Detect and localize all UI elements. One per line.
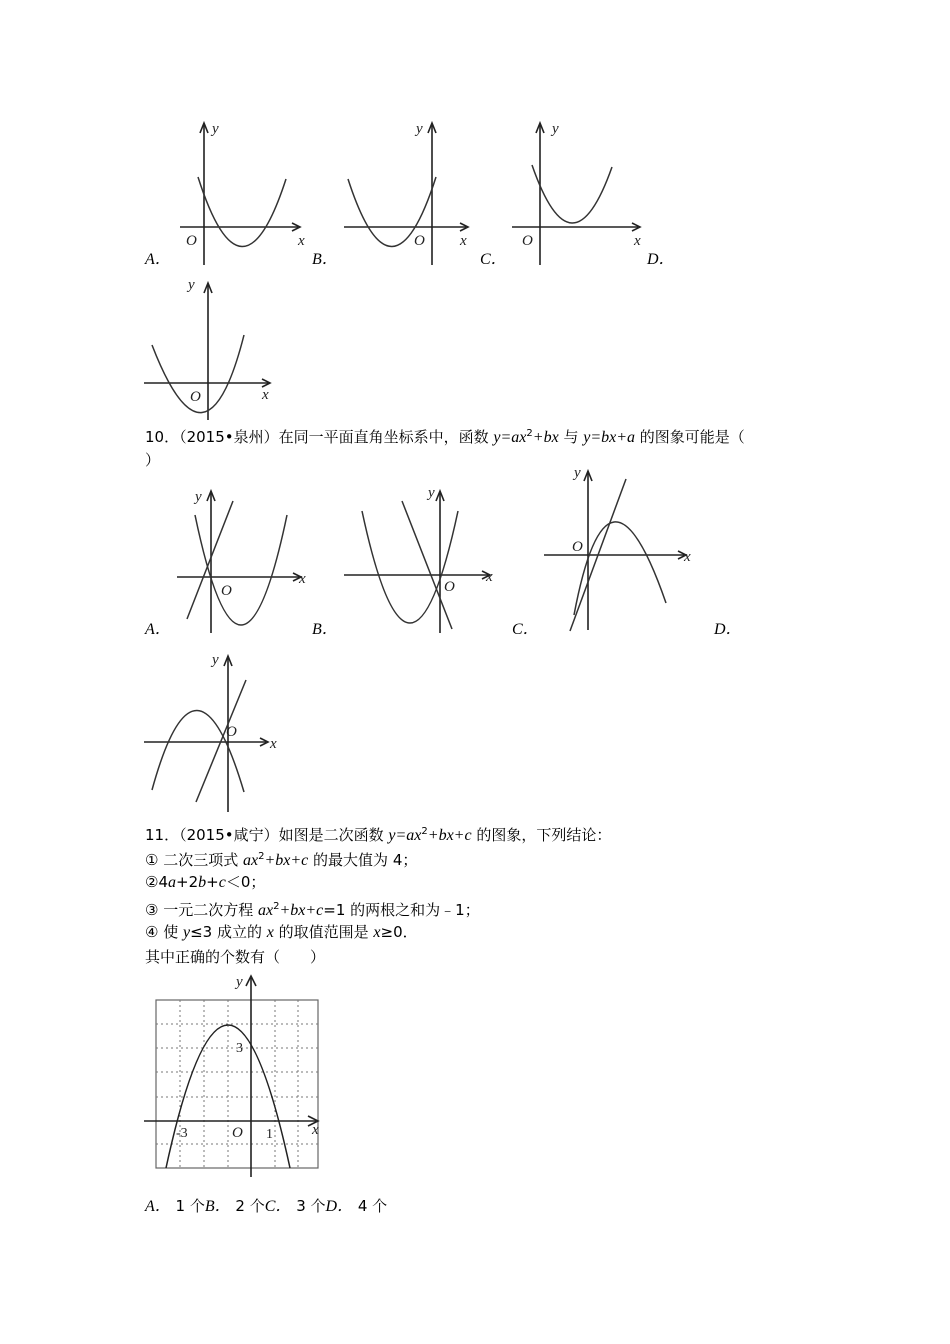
- q11-graph: [140, 972, 340, 1182]
- q11-intro-1: 如图是二次函数: [278, 826, 389, 844]
- origin-label: O: [221, 583, 232, 599]
- item-text-mid-2: +: [206, 873, 219, 891]
- x-axis-label: x: [634, 233, 641, 249]
- x-axis-label: x: [298, 233, 305, 249]
- origin-label: O: [186, 233, 197, 249]
- item-formula: ax: [258, 902, 274, 919]
- x-axis-label: x: [299, 571, 306, 587]
- x-tick-1: 1: [266, 1127, 273, 1142]
- x-axis-label: x: [312, 1122, 319, 1138]
- x-tick-neg3: -3: [176, 1126, 188, 1141]
- q10-func-1: y=ax: [493, 429, 527, 446]
- q11-stem: [145, 821, 611, 847]
- q11-item-1: [145, 846, 417, 872]
- item-sup: 2: [273, 901, 280, 912]
- y-tick-3: 3: [236, 1041, 243, 1056]
- q10-text-2: 与: [558, 428, 584, 446]
- q11-question: 其中正确的个数有（ ）: [145, 948, 326, 966]
- q11-func-sup: 2: [421, 826, 428, 837]
- q10-graph-a: [175, 485, 315, 635]
- q9-graph-a: [170, 115, 310, 265]
- origin-label: O: [522, 233, 533, 249]
- q10-stem: [145, 423, 745, 449]
- q9-option-c[interactable]: C．: [480, 251, 507, 268]
- q11-item-3: [145, 896, 480, 922]
- item-mark: ④: [145, 923, 159, 941]
- q11-answer-d[interactable]: D．: [325, 1198, 354, 1215]
- q10-func-2: y=bx+a: [583, 429, 636, 446]
- q9-option-a[interactable]: A．: [145, 251, 171, 268]
- y-axis-label: y: [428, 485, 435, 501]
- item-text: 使: [158, 923, 183, 941]
- y-axis-label: y: [574, 465, 581, 481]
- y-axis-label: y: [236, 974, 243, 990]
- q11-answer-b[interactable]: B．: [204, 1198, 231, 1215]
- origin-label: O: [232, 1125, 243, 1141]
- y-axis-label: y: [195, 489, 202, 505]
- item-mark: ②: [145, 873, 159, 891]
- q9-option-b[interactable]: B．: [312, 251, 338, 268]
- x-axis-label: x: [262, 387, 269, 403]
- q11-source: （2015•咸宁）: [179, 826, 279, 844]
- item-text-end: =1 的两根之和为﹣1；: [323, 901, 480, 919]
- item-text-end: ＜0；: [225, 873, 266, 891]
- q10-source: （2015•泉州）: [179, 428, 279, 446]
- item-formula: y: [183, 924, 191, 941]
- item-text-2: ≤3 成立的: [190, 923, 267, 941]
- q11-answer-c[interactable]: C．: [264, 1198, 292, 1215]
- q11-answers: [145, 1195, 387, 1218]
- q10-graph-c: [542, 465, 702, 635]
- q11-intro-2: 的图象，下列结论：: [471, 826, 612, 844]
- q11-answer-a[interactable]: A．: [145, 1198, 171, 1215]
- y-axis-label: y: [212, 652, 219, 668]
- item-text: 二次三项式: [158, 851, 243, 869]
- y-axis-label: y: [416, 121, 423, 137]
- item-formula-2: +bx+c: [264, 852, 309, 869]
- q9-graph-d: [140, 275, 280, 425]
- q9-graph-b: [340, 115, 480, 265]
- y-axis-label: y: [188, 277, 195, 293]
- item-text: 一元二次方程: [158, 901, 258, 919]
- item-formula: a: [168, 874, 176, 891]
- item-text: 4: [158, 873, 168, 891]
- q10-graph-b: [340, 485, 500, 635]
- q11-func: y=ax: [388, 827, 422, 844]
- q10-text-3: 的图象可能是（: [635, 428, 745, 446]
- q10-number: 10．: [145, 428, 180, 446]
- q9-graph-c: [508, 115, 648, 265]
- item-text-3: 的取值范围是: [273, 923, 374, 941]
- item-formula: ax: [243, 852, 259, 869]
- q10-text-1: 在同一平面直角坐标系中，函数: [278, 428, 494, 446]
- q9-option-d[interactable]: D．: [647, 251, 675, 268]
- x-axis-label: x: [486, 569, 493, 585]
- q11-answer-a-text: 1 个: [170, 1197, 205, 1215]
- q10-option-d[interactable]: D．: [714, 621, 742, 638]
- item-formula-2: +bx+c: [279, 902, 324, 919]
- q10-close-paren: ）: [145, 451, 161, 469]
- q11-item-4: [145, 921, 418, 944]
- x-axis-label: x: [270, 736, 277, 752]
- q11-func-2: +bx+c: [427, 827, 472, 844]
- item-formula-3: c: [218, 874, 226, 891]
- x-axis-label: x: [460, 233, 467, 249]
- q10-func-1b: +bx: [532, 429, 559, 446]
- q10-option-a[interactable]: A．: [145, 621, 171, 638]
- origin-label: O: [414, 233, 425, 249]
- origin-label: O: [226, 724, 237, 740]
- item-text-end: ≥0．: [380, 923, 418, 941]
- x-axis-label: x: [684, 549, 691, 565]
- q10-option-b[interactable]: B．: [312, 621, 338, 638]
- item-formula-2: b: [198, 874, 207, 891]
- origin-label: O: [572, 539, 583, 555]
- origin-label: O: [444, 579, 455, 595]
- y-axis-label: y: [552, 121, 559, 137]
- q11-answer-d-text: 4 个: [353, 1197, 388, 1215]
- item-mark: ①: [145, 851, 159, 869]
- origin-label: O: [190, 389, 201, 405]
- item-formula-2: x: [266, 924, 274, 941]
- item-formula-3: x: [373, 924, 381, 941]
- q10-func-1-sup: 2: [526, 428, 533, 439]
- item-text-mid: +2: [176, 873, 199, 891]
- q11-item-2: [145, 871, 265, 894]
- q10-option-c[interactable]: C．: [512, 621, 539, 638]
- item-mark: ③: [145, 901, 159, 919]
- y-axis-label: y: [212, 121, 219, 137]
- grid-lines: [156, 1000, 318, 1168]
- item-text-end: 的最大值为 4；: [308, 851, 418, 869]
- q11-number: 11．: [145, 826, 180, 844]
- q11-answer-c-text: 3 个: [291, 1197, 326, 1215]
- q11-answer-b-text: 2 个: [230, 1197, 265, 1215]
- item-sup: 2: [258, 851, 265, 862]
- q10-graph-d: [140, 650, 290, 815]
